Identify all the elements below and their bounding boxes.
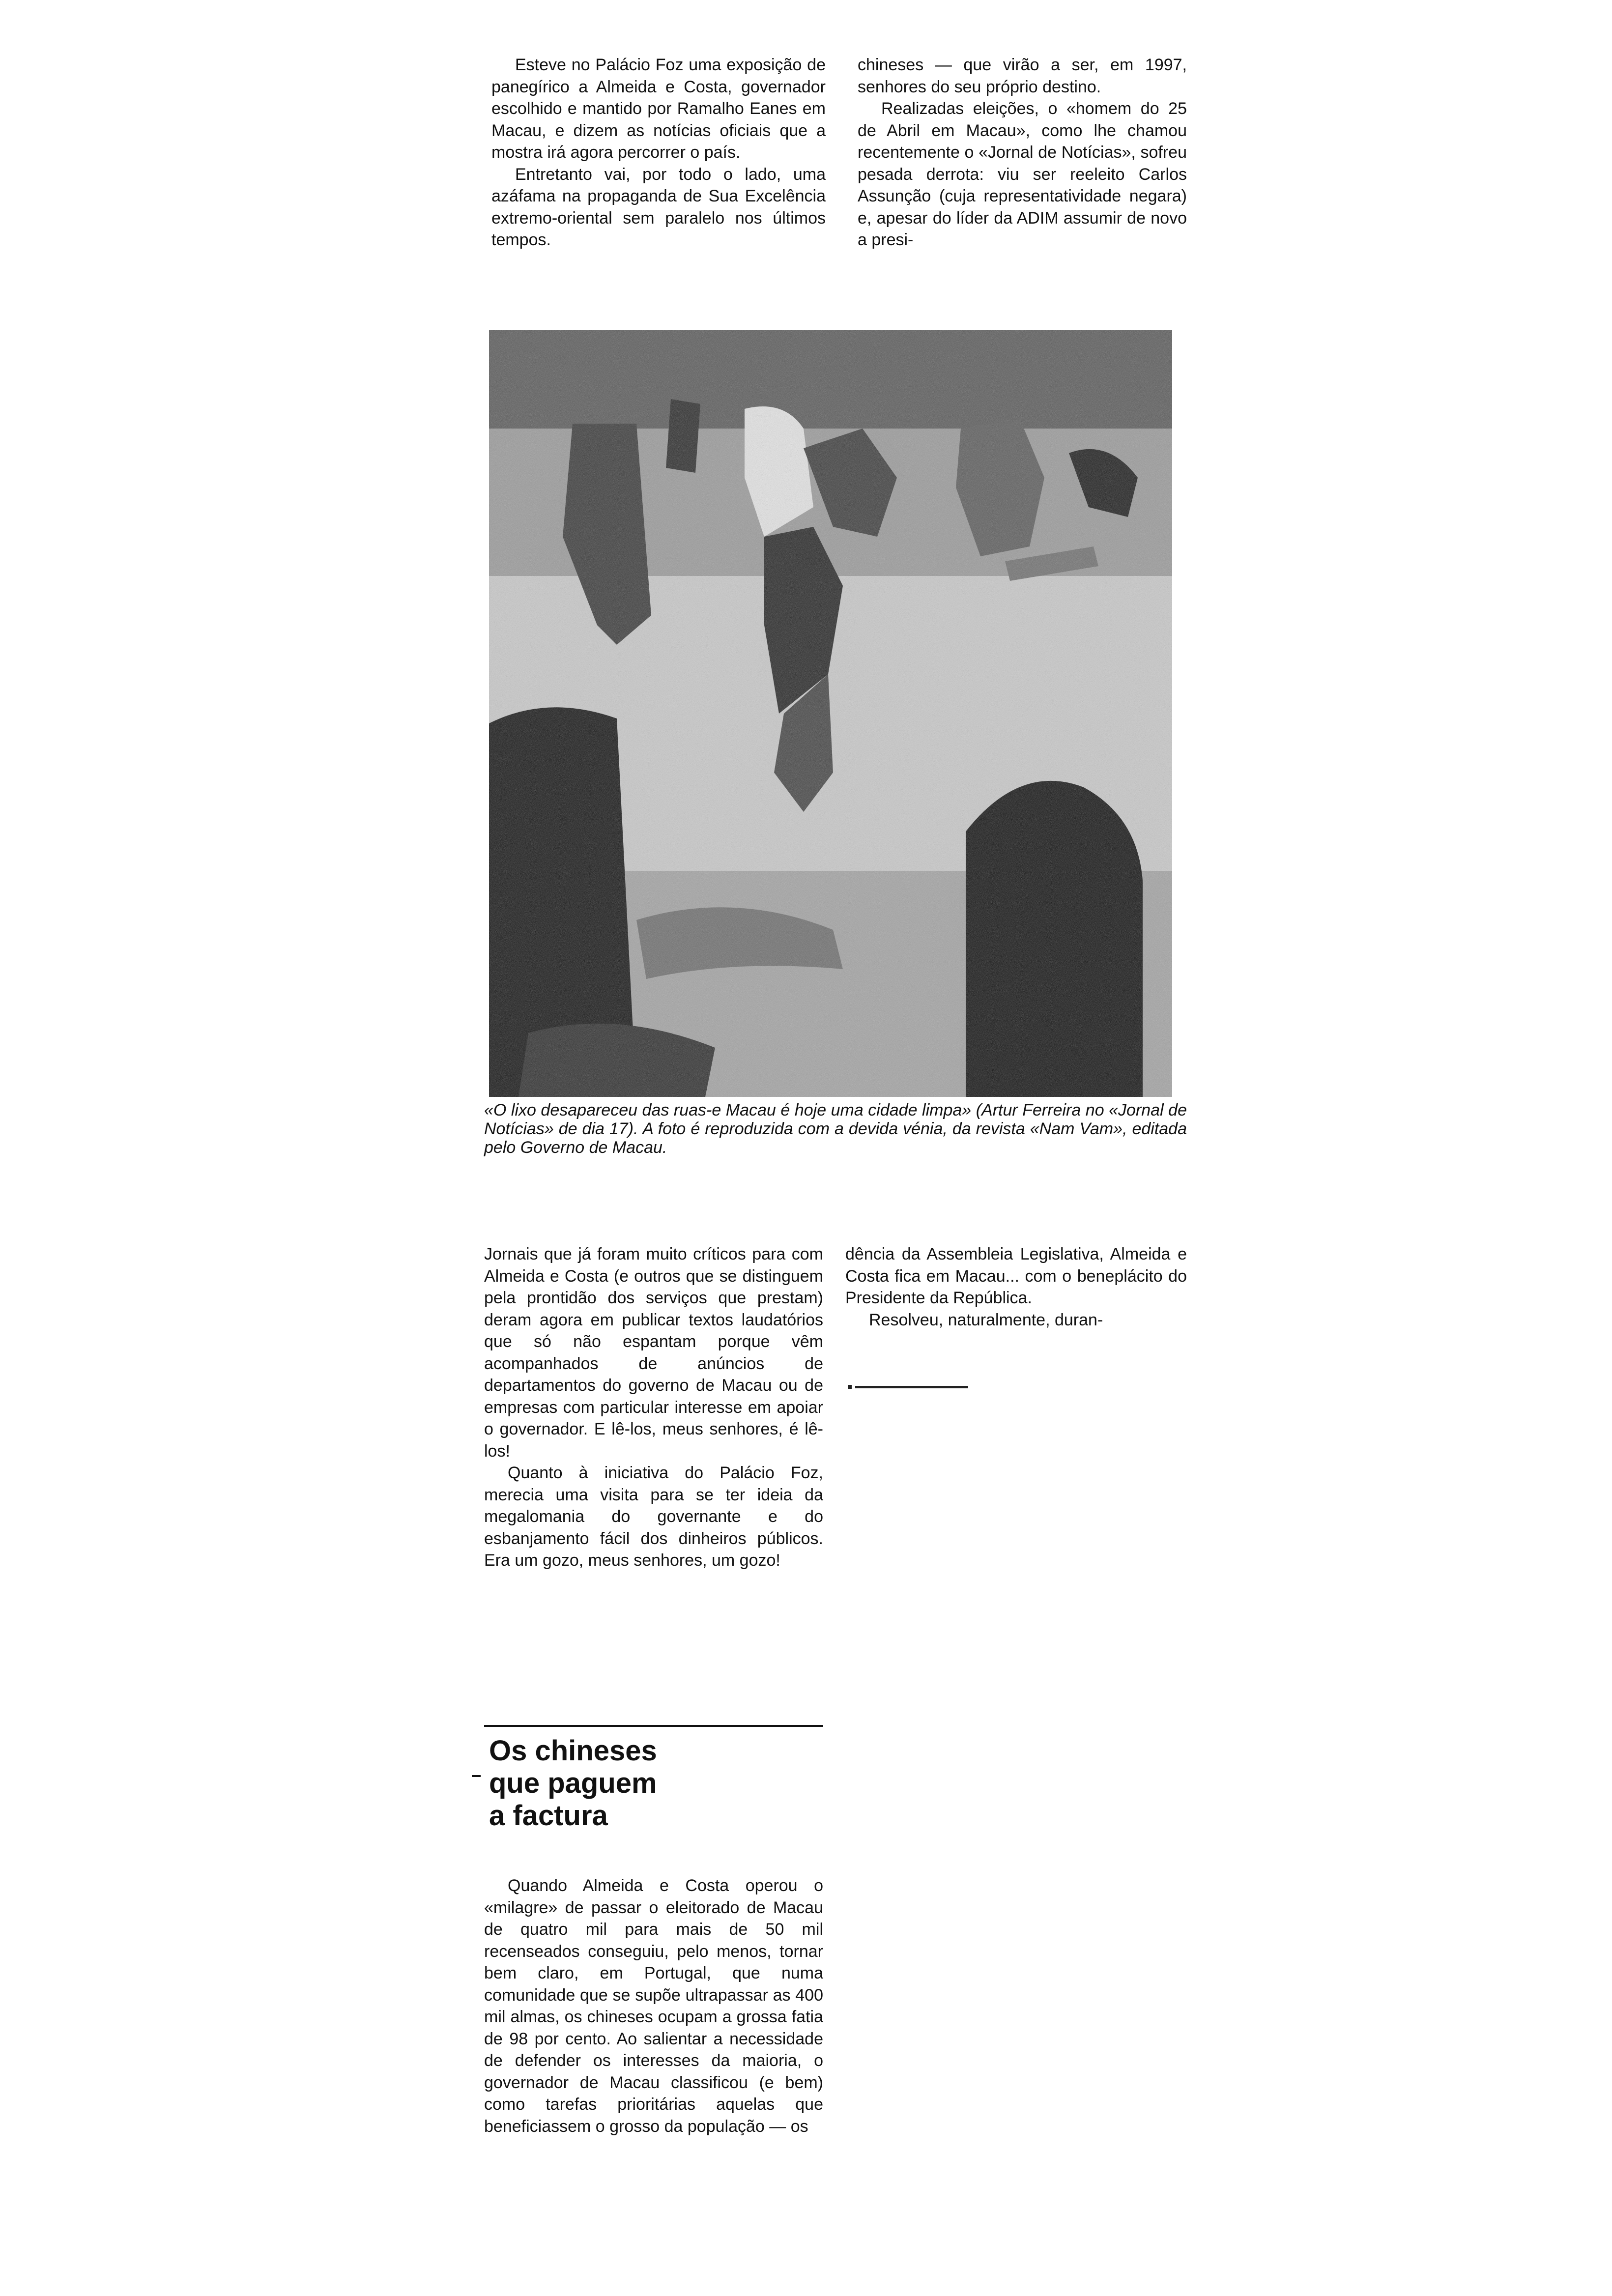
paragraph: chineses — que virão a ser, em 1997, senhores do seu próprio destino. [858,56,1187,96]
headline-line-1: Os chineses [489,1735,657,1767]
scan-artifact-dash [472,1775,481,1777]
paragraph: Realizadas eleições, o «homem do 25 de Abril em Macau», como lhe chamou recentemente o «Jornal de Notícias», sofreu pesada derrota: viu ser reeleito Carlos Assunção (cuja representatividade negara) e, apesar do líder da ADIM assumir de novo a presi- [858,99,1187,249]
photo-halftone-image [489,330,1172,1097]
section-headline [489,1735,828,1832]
article-column-bottom [484,1875,823,2137]
headline-line-2: que paguem [489,1767,657,1799]
article-column-mid-left [484,1243,823,1572]
paragraph: dência da Assembleia Legislativa, Almeida e Costa fica em Macau... com o beneplácito do Presidente da República. [845,1245,1187,1307]
scan-artifact-dot [848,1385,852,1389]
section-rule [484,1725,823,1727]
paragraph: Jornais que já foram muito críticos para com Almeida e Costa (e outros que se distinguem pela prontidão dos serviços que prestam) deram agora em publicar textos laudatórios que só não espantam porque vêm acompanhados de anúncios de departamentos do governo de Macau ou de empresas com particular interesse em apoiar o governador. E lê-los, meus senhores, é lê-los! [484,1245,823,1461]
paragraph: Resolveu, naturalmente, duran- [869,1310,1103,1329]
scan-artifact-line [855,1386,968,1388]
paragraph: Entretanto vai, por todo o lado, uma azáfama na propaganda de Sua Excelência extremo-oriental sem paralelo nos últimos tempos. [491,165,826,249]
article-column-top-right [858,54,1187,251]
photo-caption: «O lixo desapareceu das ruas-e Macau é hoje uma cidade limpa» (Artur Ferreira no «Jornal de Notícias» de dia 17). A foto é reproduzida com a devida vénia, da revista «Nam Vam», editada pelo Governo de Macau. [484,1101,1187,1157]
news-photo [489,330,1172,1097]
paragraph: Quanto à iniciativa do Palácio Foz, merecia uma visita para se ter ideia da megalomania do governante e do esbanjamento fácil dos dinheiros públicos. Era um gozo, meus senhores, um gozo! [484,1464,823,1570]
paragraph: Esteve no Palácio Foz uma exposição de panegírico a Almeida e Costa, governador escolhido e mantido por Ramalho Eanes em Macau, e dizem as notícias oficiais que a mostra irá agora percorrer o país. [491,56,826,162]
paragraph: Quando Almeida e Costa operou o «milagre» de passar o eleitorado de Macau de quatro mil para mais de 50 mil recenseados conseguiu, pelo menos, tornar bem claro, em Portugal, que numa comunidade que se supõe ultrapassar as 400 mil almas, os chineses ocupam a grossa fatia de 98 por cento. Ao salientar a necessidade de defender os interesses da maioria, o governador de Macau classificou (e bem) como tarefas prioritárias aquelas que beneficiassem o grosso da população — os [484,1876,823,2136]
headline-line-3: a factura [489,1800,608,1832]
article-column-top-left [491,54,826,251]
article-column-mid-right [845,1243,1187,1331]
